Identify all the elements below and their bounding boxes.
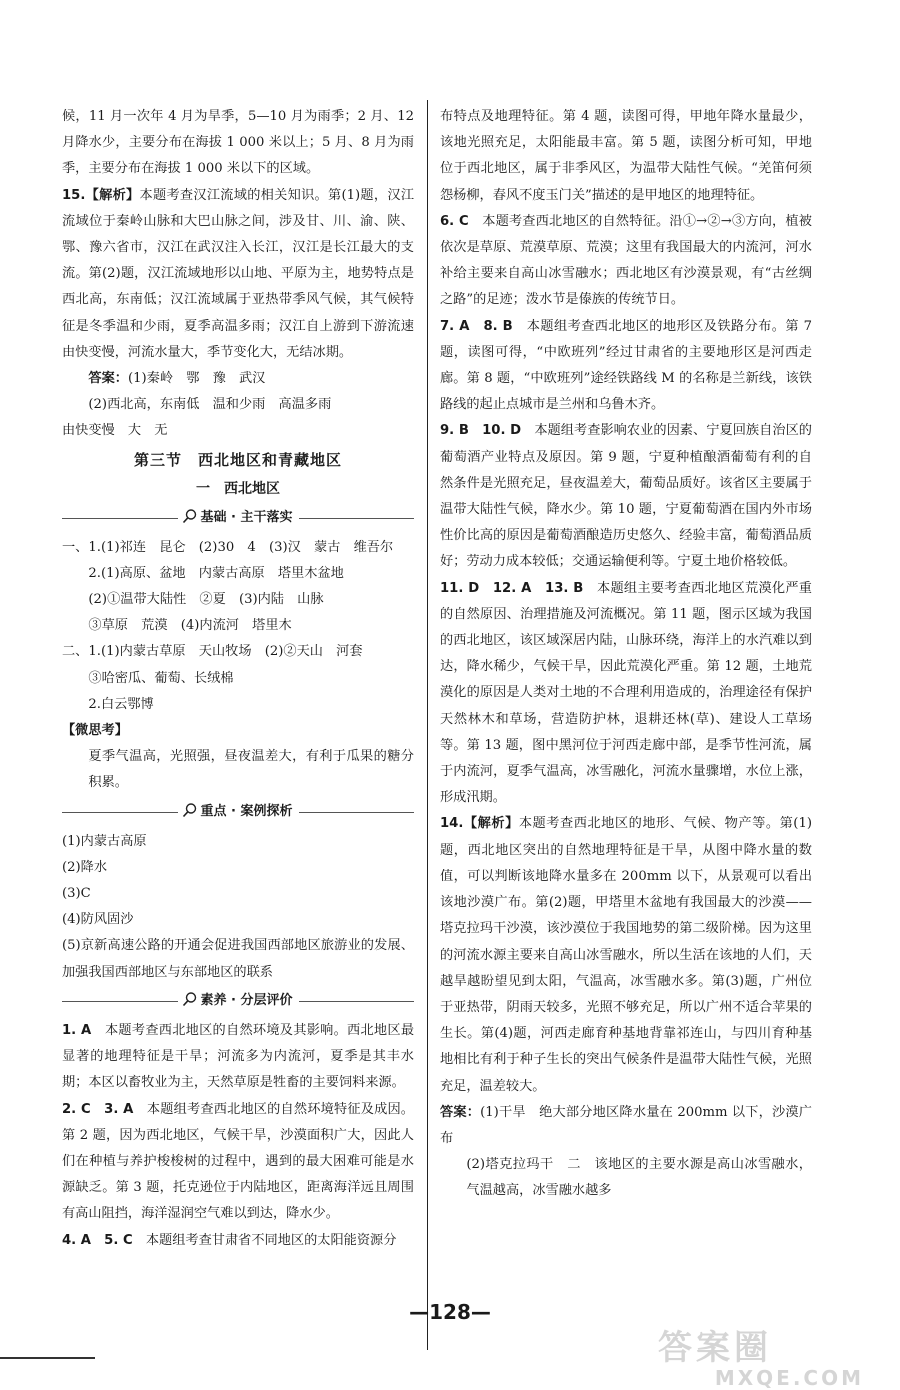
q15-number: 15. [62,187,86,203]
think-tag: 【微思考】 [62,723,128,739]
page-edge-mark [0,1357,95,1359]
focus-line-2: (2)降水 [62,859,108,875]
q4-5-explanation [62,1228,414,1254]
focus-line-1: (1)内蒙古高原 [62,833,147,849]
band-focus [62,801,414,823]
magnifier-icon [182,991,198,1007]
answer-label: 答案： [440,1104,481,1120]
right-paragraph-continued: 布特点及地理特征。第 4 题，读图可得，甲地年降水量最少，该地光照充足，太阳能最丰富。第 5 题，读图分析可知，甲地位于西北地区，属于非季风区，为温带大陆性气候。“羌笛何须怨杨柳，春风不度玉门关”描述的是甲地区的地理特征。 [440,109,812,203]
q1-text: 本题考查西北地区的自然环境及其影响。西北地区最显著的地理特征是干旱；河流多为内流河，夏季是其丰水期；本区以畜牧业为主，天然草原是牲畜的主要饲料来源。 [62,1022,415,1091]
q14-explanation [440,811,812,1099]
q9-10-number: 9. B 10. D [440,423,522,439]
q6-text: 本题考查西北地区的自然特征。沿①→②→③方向，植被依次是草原、荒漠草原、荒漠；这里有我国最大的内流河，河水补给主要来自高山冰雪融水；西北地区有沙漠景观，有“古丝绸之路”的足迹；泼水节是傣族的传统节日。 [440,213,812,308]
q15-text: 本题考查汉江流域的相关知识。第(1)题，汉江流域位于秦岭山脉和大巴山脉之间，涉及甘、川、渝、陕、鄂、豫六省市，汉江在武汉注入长江，汉江是长江最大的支流。第(2)题，汉江流域地形以山地、平原为主，地势特点是西北高，东南低；汉江流域属于亚热带季风气候，其气候特征是冬季温和少雨，夏季高温多雨；汉江自上游到下游流速由快变慢，河流水量大，季节变化大，无结冰期。 [62,187,415,360]
section-title: 第三节 西北地区和青藏地区 [133,450,342,469]
sub-title: 一 西北地区 [196,480,280,497]
basics-line-6: ③哈密瓜、葡萄、长绒棉 [88,670,234,686]
q14-tag: 【解析】 [463,816,519,832]
answer-text: (1)秦岭 鄂 豫 武汉 [127,371,266,387]
magnifier-icon [182,802,198,818]
q15-answer-2: (2)西北高，东南低 温和少雨 高温多雨 [88,397,332,413]
q11-13-text: 本题组主要考查西北地区荒漠化严重的自然原因、治理措施及河流概况。第 11 题，图示区域为我国的西北地区，该区域深居内陆，山脉环绕，海洋上的水汽难以到达，降水稀少，气候干旱，因此荒漠化严重。第 12 题，土地荒漠化的原因是人类对土地的不合理利用造成的，治理途径有保护天然林木和草场，营造防护林，退耕还林(草)、建设人工草场等。第 13 题，图中黑河位于河西走廊中部，是季节性河流，属于内流河，夏季气温高，冰雪融化，河流水量骤增，水位上涨，形成汛期。 [440,580,812,806]
q11-13-explanation [440,576,812,812]
left-column [62,104,414,1254]
basics-line-7: 2.白云鄂博 [88,696,154,712]
q14-number: 14. [440,816,464,832]
band-basics [62,507,414,529]
watermark-logo [658,1330,870,1390]
page-number: —128— [409,1300,491,1324]
basics-line-1: 一、1.(1)祁连 昆仑 (2)30 4 (3)汉 蒙古 维吾尔 [62,539,394,555]
q14-answer-2: (2)塔克拉玛干 二 该地区的主要水源是高山冰雪融水，气温越高，冰雪融水越多 [466,1157,812,1199]
answer-text: (1)干旱 绝大部分地区降水量在 200mm 以下，沙漠广布 [440,1104,812,1146]
band-focus-label: 重点 · 案例探析 [200,803,293,819]
band-basics-label: 基础 · 主干落实 [200,509,293,525]
basics-line-3: (2)①温带大陆性 ②夏 (3)内陆 山脉 [88,592,324,608]
band-literacy [62,990,414,1012]
q14-text: 本题考查西北地区的地形、气候、物产等。第(1)题，西北地区突出的自然地理特征是干旱，从图中降水量的数值，可以判断该地降水量多在 200mm 以下，从景观可以看出该地沙漠广布。第(2)题，甲塔里木盆地有我国最大的沙漠——塔克拉玛干沙漠，该沙漠位于我国地势的第二级阶梯。因为这里的河流水源主要来自高山冰雪融水，所以生活在该地的人们，天越旱越盼望见到太阳，气温高，冰雪融水多。第(3)题，广州位于亚热带，阴雨天较多，光照不够充足，所以广州不适合苹果的生长。第(4)题，河西走廊育种基地背靠祁连山，与四川育种基地相比有利于种子生长的突出气候条件是温带大陆性气候，光照充足，温差较大。 [440,816,812,1094]
q6-number: 6. C [440,213,469,229]
q15-answer-1 [62,366,414,392]
q9-10-explanation [440,418,812,575]
q15-explanation [62,183,414,366]
band-literacy-label: 素养 · 分层评价 [200,992,293,1008]
watermark-small: MXQE.COM [714,1366,864,1390]
q15-answer-3: 由快变慢 大 无 [62,423,168,439]
q15-tag: 【解析】 [85,187,140,203]
q11-13-number: 11. D 12. A 13. B [440,580,584,596]
left-paragraph-continued: 候，11 月一次年 4 月为旱季，5—10 月为雨季；2 月、12 月降水少，主要分布在海拔 1 000 米以上；5 月、8 月为雨季，主要分布在海拔 1 000 米以下的区域。 [62,109,414,177]
right-column [440,104,812,1205]
q4-5-number: 4. A 5. C [62,1232,133,1248]
q7-8-text: 本题组考查西北地区的地形区及铁路分布。第 7 题，读图可得，“中欧班列”经过甘肃省的主要地形区是河西走廊。第 8 题，“中欧班列”途经铁路线 M 的名称是兰新线，该铁路线的起止点城市是兰州和乌鲁木齐。 [440,318,813,413]
focus-line-5: (5)京新高速公路的开通会促进我国西部地区旅游业的发展、加强我国西部地区与东部地区的联系 [62,938,414,980]
q1-number: 1. A [62,1022,92,1038]
q1-explanation [62,1018,414,1097]
q2-3-text: 本题组考查西北地区的自然环境特征及成因。第 2 题，因为西北地区，气候干旱，沙漠面积广大，因此人们在种植与养护梭梭树的过程中，遇到的最大困难可能是水源缺乏。第 3 题，托克逊位于内陆地区，距离海洋远且周围有高山阻挡，海洋湿润空气难以到达，降水少。 [62,1101,414,1222]
q7-8-explanation [440,314,812,419]
column-divider [427,100,428,1350]
q4-5-text: 本题组考查甘肃省不同地区的太阳能资源分 [145,1232,397,1248]
q2-3-number: 2. C 3. A [62,1101,134,1117]
think-text: 夏季气温高，光照强，昼夜温差大，有利于瓜果的糖分积累。 [88,749,414,791]
magnifier-icon [182,508,198,524]
q2-3-explanation [62,1097,414,1228]
focus-line-4: (4)防风固沙 [62,912,134,928]
basics-line-5: 二、1.(1)内蒙古草原 天山牧场 (2)②天山 河套 [62,644,363,660]
focus-line-3: (3)C [62,886,91,902]
answer-label: 答案： [88,371,128,387]
q9-10-text: 本题组考查影响农业的因素、宁夏回族自治区的葡萄酒产业特点及原因。第 9 题，宁夏种植酿酒葡萄有利的自然条件是光照充足，昼夜温差大，葡萄品质好。该省区主要属于温带大陆性气候，降水少。第 10 题，宁夏葡萄酒在国内外市场性价比高的原因是葡萄酒酿造历史悠久、经验丰富，葡萄酒品质好；劳动力成本较低；交通运输便利等。宁夏土地价格较低。 [440,423,812,570]
basics-line-2: 2.(1)高原、盆地 内蒙古高原 塔里木盆地 [88,565,344,581]
q6-explanation [440,209,812,314]
basics-line-4: ③草原 荒漠 (4)内流河 塔里木 [88,618,292,634]
q14-answer-1 [440,1100,812,1152]
watermark-big: 答案圈 [658,1328,772,1368]
q7-8-number: 7. A 8. B [440,318,513,334]
